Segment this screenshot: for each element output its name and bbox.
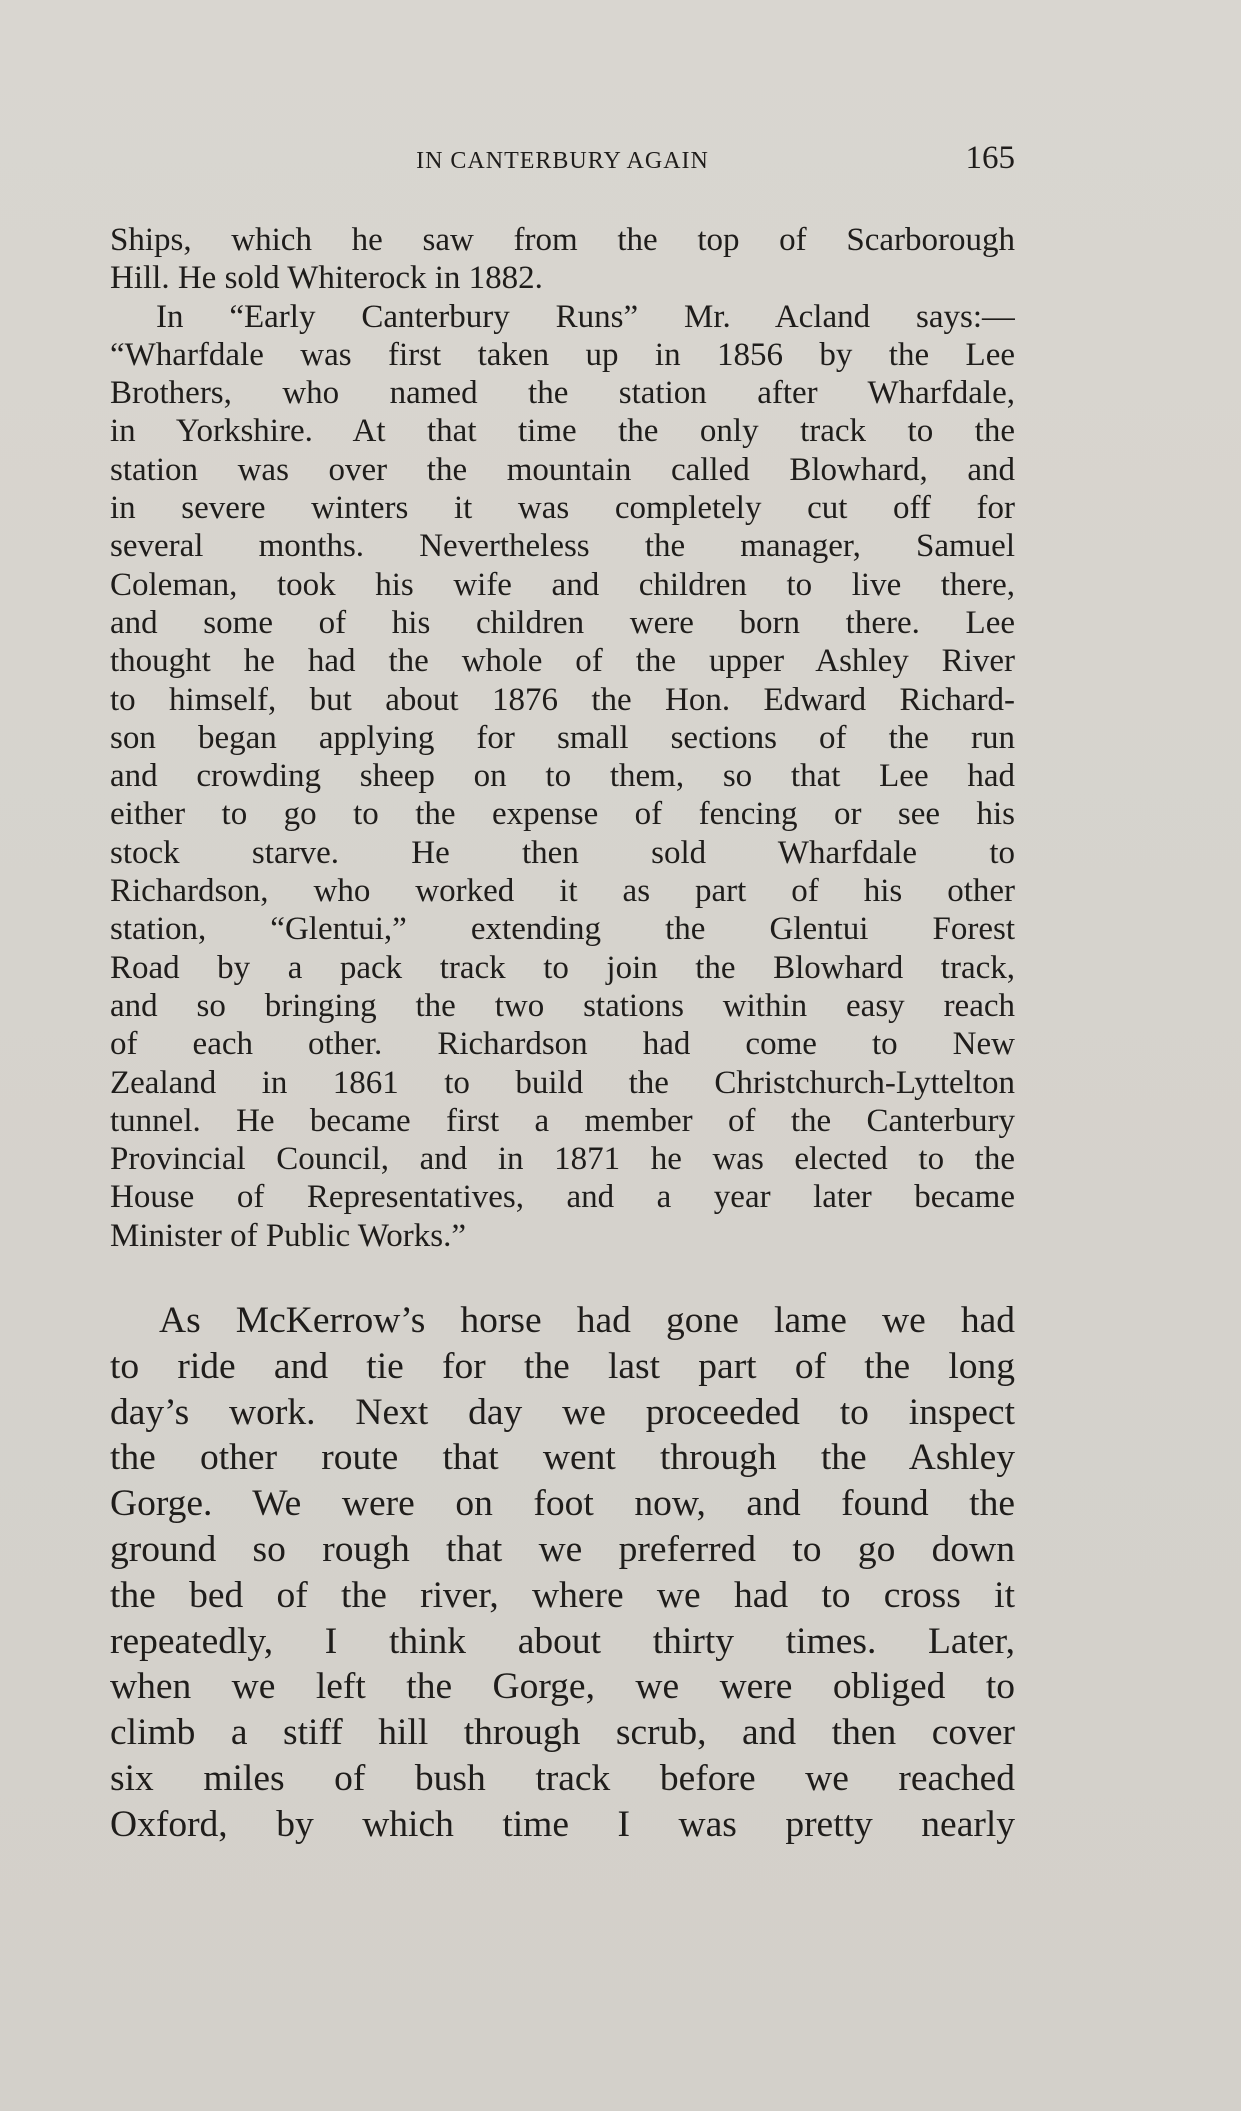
text-line: House of Representatives, and a year later became bbox=[110, 1179, 1015, 1216]
text-line: As McKerrow’s horse had gone lame we had bbox=[159, 1300, 1015, 1341]
text-line: repeatedly, I think about thirty times. Later, bbox=[110, 1620, 1015, 1662]
page-number: 165 bbox=[965, 140, 1015, 176]
text-line: and crowding sheep on to them, so that Lee had bbox=[110, 758, 1015, 795]
text-line: Ships, which he saw from the top of Scarborough bbox=[110, 222, 1015, 258]
text-line: Minister of Public Works.” bbox=[110, 1217, 467, 1254]
text-line: Zealand in 1861 to build the Christchurch-Lyttelton bbox=[110, 1064, 1015, 1101]
text-line: when we left the Gorge, we were obliged to bbox=[110, 1666, 1015, 1708]
text-line: Richardson, who worked it as part of his other bbox=[110, 873, 1015, 910]
text-line: tunnel. He became first a member of the Canterbury bbox=[110, 1102, 1015, 1139]
quoted-passage bbox=[110, 221, 1015, 1255]
text-line: Gorge. We were on foot now, and found the bbox=[110, 1483, 1015, 1525]
running-head: IN CANTERBURY AGAIN bbox=[416, 148, 709, 174]
text-line: Oxford, by which time I was pretty nearly bbox=[110, 1803, 1015, 1845]
text-line: son began applying for small sections of the run bbox=[110, 719, 1015, 756]
text-line: In “Early Canterbury Runs” Mr. Acland says:— bbox=[156, 298, 1015, 335]
text-line: Road by a pack track to join the Blowhard track, bbox=[110, 949, 1015, 986]
text-line: to ride and tie for the last part of the long bbox=[110, 1345, 1015, 1387]
text-line: stock starve. He then sold Wharfdale to bbox=[110, 834, 1015, 871]
text-line: thought he had the whole of the upper Ashley River bbox=[110, 643, 1015, 680]
text-line: either to go to the expense of fencing or see his bbox=[110, 796, 1015, 833]
text-line: several months. Nevertheless the manager, Samuel bbox=[110, 528, 1015, 565]
text-line: Hill. He sold Whiterock in 1882. bbox=[110, 260, 543, 297]
text-line: day’s work. Next day we proceeded to inspect bbox=[110, 1391, 1015, 1433]
text-line: “Wharfdale was first taken up in 1856 by the Lee bbox=[110, 336, 1015, 373]
text-line: station, “Glentui,” extending the Glentui Forest bbox=[110, 911, 1015, 948]
text-line: and so bringing the two stations within easy reach bbox=[110, 987, 1015, 1024]
text-line: Coleman, took his wife and children to live there, bbox=[110, 566, 1015, 603]
text-line: Brothers, who named the station after Wharfdale, bbox=[110, 375, 1015, 412]
main-paragraph bbox=[110, 1298, 1015, 1848]
text-line: station was over the mountain called Blowhard, and bbox=[110, 451, 1015, 488]
text-line: in Yorkshire. At that time the only track to the bbox=[110, 413, 1015, 450]
page-header bbox=[110, 140, 1015, 184]
text-line: ground so rough that we preferred to go down bbox=[110, 1528, 1015, 1570]
text-line: Provincial Council, and in 1871 he was elected to the bbox=[110, 1141, 1015, 1178]
text-line: the bed of the river, where we had to cross it bbox=[110, 1574, 1015, 1616]
text-line: in severe winters it was completely cut off for bbox=[110, 490, 1015, 527]
text-line: six miles of bush track before we reached bbox=[110, 1757, 1015, 1799]
text-line: climb a stiff hill through scrub, and then cover bbox=[110, 1712, 1015, 1754]
text-line: of each other. Richardson had come to New bbox=[110, 1026, 1015, 1063]
text-line: to himself, but about 1876 the Hon. Edward Richard- bbox=[110, 681, 1015, 718]
text-line: and some of his children were born there. Lee bbox=[110, 604, 1015, 641]
text-line: the other route that went through the Ashley bbox=[110, 1437, 1015, 1479]
